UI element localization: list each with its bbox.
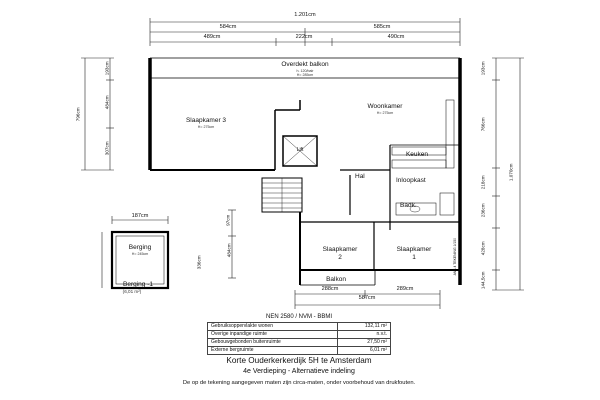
bath-label: Badk. [400,202,417,209]
storage-height-label: 336cm [196,255,202,270]
right-bedroom-height-label: 428cm [480,241,486,256]
total-width-label: 1.201cm [294,12,316,18]
walls [112,58,460,288]
left-room-height-label: 796cm [75,107,81,122]
storage-caption: Berging -1 [123,281,153,288]
area-value: 6,01 m² [338,347,391,355]
bedroom2-label: Slaapkamer [322,246,358,253]
storage-area: (6,01 m²) [122,289,142,294]
area-value: n.v.t. [338,331,391,339]
hall-label: Hal [355,173,365,180]
bottom-left-label: 288cm [321,286,339,292]
area-label: Overige inpandige ruimte [208,331,338,339]
left-room-lower-label: 307cm [104,141,110,156]
living-room-label: Woonkamer [367,103,403,110]
right-bottom-height-label: 144,5cm [480,271,486,290]
area-label: Gebruiksoppervlakte wonen [208,323,338,331]
stair-height-label: 97cm [225,214,231,226]
area-value: 27,50 m² [338,339,391,347]
lift-label: Lift [296,147,304,153]
middle-wall-label: 222cm [295,34,313,40]
area-label: Externe bergruimte [208,347,338,355]
bottom-right-label: 289cm [396,286,414,292]
area-label: Gebouwgebonden buitenruimte [208,339,338,347]
left-balcony-height-label: 193cm [104,61,110,76]
right-balcony-height-label: 193cm [480,61,486,76]
disclaimer: De op de tekening aangegeven maten zijn circa-maten, onder voorbehoud van drukfouten. [182,380,416,386]
right-wall-label: 490cm [387,34,405,40]
storage-height-sub: H= 245cm [131,252,149,256]
core-height-label: 484cm [226,243,232,258]
area-table [207,322,391,355]
table-row [208,339,391,347]
left-wall-label: 489cm [203,34,221,40]
living-room-height: H= 275cm [376,111,394,115]
area-value: 132,11 m² [338,323,391,331]
page-subtitle: 4e Verdieping - Alternatieve indeling [243,368,355,375]
bedroom2-number: 2 [338,254,342,261]
covered-balcony-label: Overdekt balkon [281,61,329,68]
right-total-height-label: 1.070cm [508,163,514,182]
bottom-total-label: 587cm [358,295,376,301]
right-kitchen-height-label: 218cm [480,175,486,190]
covered-balcony-sub1: h. 120/balr [296,69,314,73]
top-right-span-label: 585cm [373,24,391,30]
kitchen-label: Keuken [405,151,429,158]
storage-width-label: 187cm [131,213,149,219]
bedroom3-label: Slaapkamer 3 [185,117,227,124]
bedroom3-height: H= 275cm [197,125,215,129]
page-title: Korte Ouderkerkerdijk 5H te Amsterdam [226,356,372,365]
right-living-height-label: 766cm [480,117,486,132]
covered-balcony-sub2: H= 285cm [296,73,314,77]
table-row [208,331,391,339]
table-row [208,323,391,331]
pantry-label: Inloopkast [396,177,426,184]
balcony-label: Balkon [326,276,346,283]
norm-heading: NEN 2580 / NVM - BBMI [265,314,333,320]
bedroom1-label: Slaapkamer [396,246,432,253]
storage-label: Berging [128,244,152,251]
right-bath-height-label: 236cm [480,203,486,218]
top-left-span-label: 584cm [219,24,237,30]
bedroom1-number: 1 [412,254,416,261]
table-row [208,347,391,355]
side-note-label: ANS 4 TEKENING 1/150 [453,237,458,276]
left-room-upper-label: 484cm [104,95,110,110]
